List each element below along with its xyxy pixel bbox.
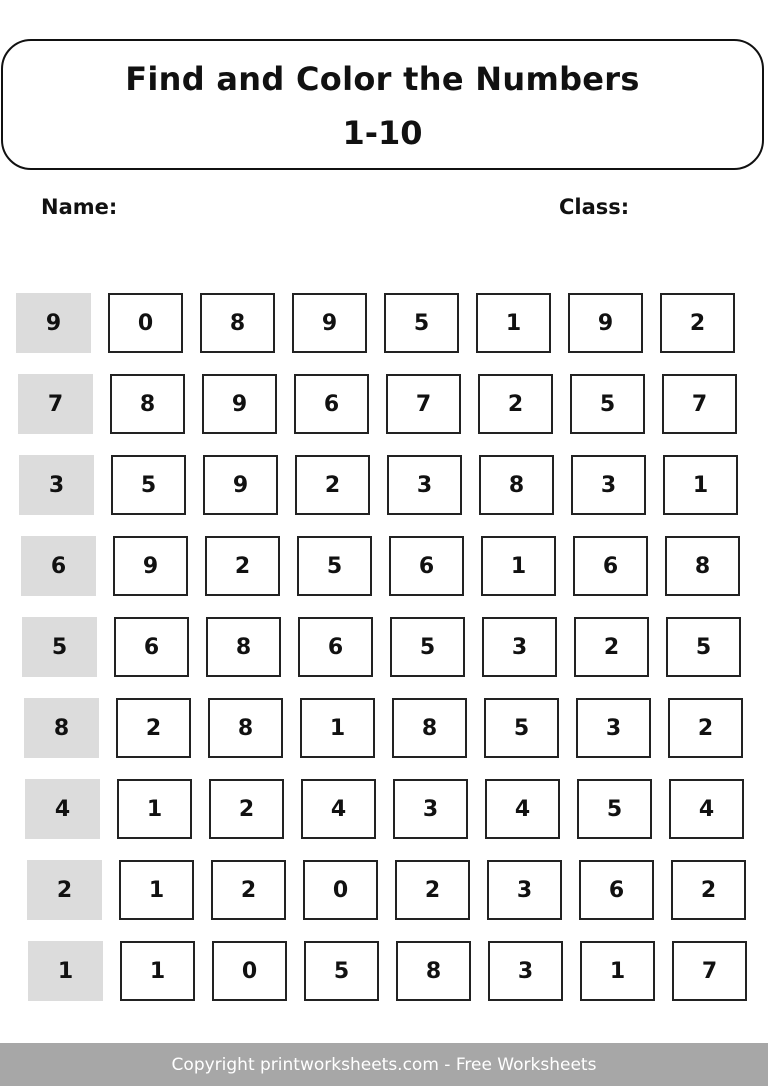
number-box[interactable]: 8 — [392, 698, 467, 758]
number-box[interactable]: 5 — [570, 374, 645, 434]
target-number: 6 — [21, 536, 96, 596]
number-box[interactable]: 3 — [576, 698, 651, 758]
target-number: 2 — [27, 860, 102, 920]
number-box[interactable]: 8 — [208, 698, 283, 758]
target-number: 5 — [22, 617, 97, 677]
page-title: Find and Color the Numbers — [125, 60, 640, 98]
number-box[interactable]: 2 — [671, 860, 746, 920]
number-box[interactable]: 8 — [479, 455, 554, 515]
number-box[interactable]: 9 — [292, 293, 367, 353]
number-box[interactable]: 2 — [205, 536, 280, 596]
number-box[interactable]: 4 — [669, 779, 744, 839]
target-number: 7 — [18, 374, 93, 434]
number-box[interactable]: 3 — [487, 860, 562, 920]
number-box[interactable]: 0 — [303, 860, 378, 920]
target-number: 1 — [28, 941, 103, 1001]
number-box[interactable]: 1 — [117, 779, 192, 839]
number-box[interactable]: 8 — [396, 941, 471, 1001]
number-box[interactable]: 2 — [660, 293, 735, 353]
number-box[interactable]: 1 — [476, 293, 551, 353]
number-box[interactable]: 1 — [119, 860, 194, 920]
number-box[interactable]: 1 — [663, 455, 738, 515]
number-box[interactable]: 6 — [298, 617, 373, 677]
number-box[interactable]: 2 — [574, 617, 649, 677]
number-box[interactable]: 3 — [393, 779, 468, 839]
number-box[interactable]: 3 — [488, 941, 563, 1001]
number-box[interactable]: 9 — [203, 455, 278, 515]
class-label: Class: — [559, 195, 630, 219]
name-label: Name: — [41, 195, 118, 219]
number-box[interactable]: 0 — [212, 941, 287, 1001]
number-box[interactable]: 5 — [384, 293, 459, 353]
number-box[interactable]: 6 — [114, 617, 189, 677]
number-box[interactable]: 1 — [580, 941, 655, 1001]
number-box[interactable]: 6 — [579, 860, 654, 920]
number-box[interactable]: 4 — [485, 779, 560, 839]
target-number: 3 — [19, 455, 94, 515]
number-box[interactable]: 5 — [577, 779, 652, 839]
target-number: 4 — [25, 779, 100, 839]
number-box[interactable]: 8 — [665, 536, 740, 596]
number-box[interactable]: 9 — [113, 536, 188, 596]
number-box[interactable]: 4 — [301, 779, 376, 839]
number-box[interactable]: 1 — [300, 698, 375, 758]
number-box[interactable]: 8 — [110, 374, 185, 434]
number-box[interactable]: 7 — [662, 374, 737, 434]
number-box[interactable]: 3 — [387, 455, 462, 515]
number-box[interactable]: 9 — [202, 374, 277, 434]
number-box[interactable]: 5 — [297, 536, 372, 596]
number-box[interactable]: 7 — [672, 941, 747, 1001]
number-box[interactable]: 8 — [206, 617, 281, 677]
target-number: 9 — [16, 293, 91, 353]
number-box[interactable]: 2 — [478, 374, 553, 434]
number-box[interactable]: 2 — [668, 698, 743, 758]
number-box[interactable]: 3 — [482, 617, 557, 677]
number-box[interactable]: 5 — [666, 617, 741, 677]
title-box — [1, 39, 764, 170]
number-box[interactable]: 2 — [211, 860, 286, 920]
number-box[interactable]: 3 — [571, 455, 646, 515]
number-box[interactable]: 5 — [304, 941, 379, 1001]
number-box[interactable]: 1 — [481, 536, 556, 596]
target-number: 8 — [24, 698, 99, 758]
number-box[interactable]: 2 — [116, 698, 191, 758]
number-box[interactable]: 8 — [200, 293, 275, 353]
number-box[interactable]: 7 — [386, 374, 461, 434]
number-box[interactable]: 5 — [111, 455, 186, 515]
number-box[interactable]: 2 — [395, 860, 470, 920]
number-box[interactable]: 6 — [294, 374, 369, 434]
number-box[interactable]: 5 — [390, 617, 465, 677]
number-box[interactable]: 1 — [120, 941, 195, 1001]
page-subtitle: 1-10 — [342, 114, 423, 152]
number-box[interactable]: 9 — [568, 293, 643, 353]
number-box[interactable]: 2 — [295, 455, 370, 515]
number-box[interactable]: 6 — [389, 536, 464, 596]
number-box[interactable]: 5 — [484, 698, 559, 758]
footer-copyright: Copyright printworksheets.com - Free Worksheets — [0, 1043, 768, 1086]
number-box[interactable]: 0 — [108, 293, 183, 353]
number-box[interactable]: 6 — [573, 536, 648, 596]
number-box[interactable]: 2 — [209, 779, 284, 839]
